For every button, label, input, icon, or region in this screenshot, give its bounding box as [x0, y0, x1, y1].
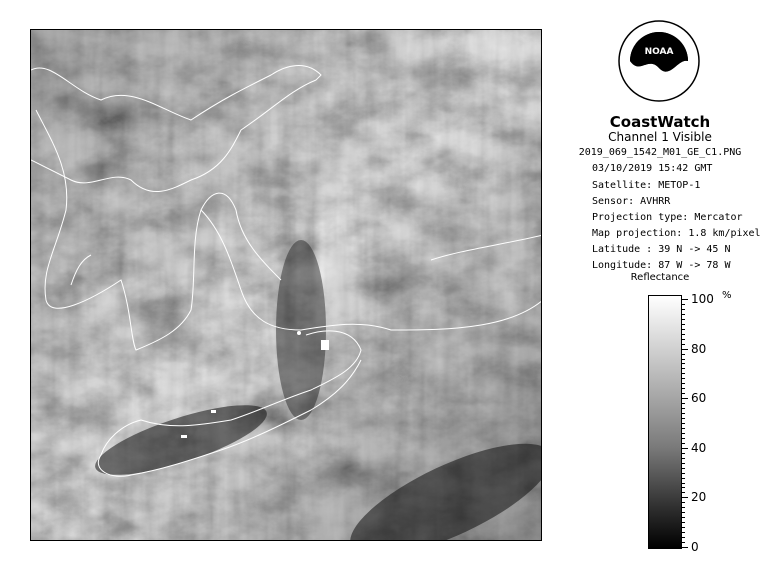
- colorbar-tick: [682, 339, 685, 340]
- colorbar-tick: [682, 438, 685, 439]
- colorbar-tick: [682, 517, 685, 518]
- latitude-label: Latitude : 39 N -> 45 N: [592, 244, 731, 255]
- satellite-image: [30, 29, 542, 541]
- longitude-label: Longitude: 87 W -> 78 W: [592, 260, 731, 271]
- colorbar-tick-label: 0: [691, 540, 699, 554]
- colorbar-tick: [682, 443, 685, 444]
- satellite-image-canvas: [31, 30, 542, 541]
- colorbar-tick: [682, 393, 685, 394]
- colorbar-tick: [682, 423, 685, 424]
- colorbar-tick: [682, 473, 685, 474]
- colorbar-tick: [682, 344, 685, 345]
- colorbar-tick: [682, 359, 685, 360]
- colorbar-tick: [682, 483, 685, 484]
- satellite-label: Satellite: METOP-1: [592, 180, 701, 191]
- sensor-label: Sensor: AVHRR: [592, 196, 671, 207]
- colorbar-tick: [682, 537, 685, 538]
- colorbar-tick: [682, 403, 685, 404]
- colorbar-tick: [682, 319, 685, 320]
- colorbar-tick: [682, 542, 685, 543]
- colorbar-tick: [682, 413, 685, 414]
- colorbar-tick: [682, 349, 688, 350]
- colorbar-tick: [682, 458, 685, 459]
- logo-text: NOAA: [644, 47, 674, 57]
- colorbar-tick: [682, 522, 685, 523]
- colorbar: [648, 295, 682, 549]
- datetime-label: 03/10/2019 15:42 GMT: [592, 163, 713, 174]
- colorbar-tick: [682, 354, 685, 355]
- colorbar-tick: [682, 527, 685, 528]
- colorbar-tick: [682, 463, 685, 464]
- colorbar-tick: [682, 512, 685, 513]
- colorbar-tick: [682, 299, 688, 300]
- snow-patch: [321, 340, 329, 350]
- colorbar-tick-label: 20: [691, 490, 707, 505]
- colorbar-tick: [682, 324, 685, 325]
- noaa-logo-icon: [618, 20, 700, 102]
- colorbar-tick: [682, 314, 685, 315]
- colorbar-unit: %: [722, 290, 732, 301]
- map-projection-label: Map projection: 1.8 km/pixel: [592, 228, 761, 239]
- colorbar-tick-label: 60: [691, 391, 707, 406]
- colorbar-tick: [682, 547, 688, 548]
- colorbar-tick: [682, 502, 685, 503]
- colorbar-tick: [682, 448, 688, 449]
- colorbar-tick: [682, 383, 685, 384]
- colorbar-tick: [682, 368, 685, 369]
- colorbar-tick: [682, 478, 685, 479]
- colorbar-tick: [682, 487, 685, 488]
- colorbar-tick: [682, 468, 685, 469]
- colorbar-tick: [682, 492, 685, 493]
- colorbar-tick: [682, 329, 685, 330]
- colorbar-tick: [682, 532, 685, 533]
- colorbar-tick: [682, 388, 685, 389]
- colorbar-tick: [682, 304, 685, 305]
- colorbar-tick: [682, 373, 685, 374]
- colorbar-tick: [682, 408, 685, 409]
- colorbar-tick-label: 80: [691, 341, 707, 356]
- colorbar-tick: [682, 497, 688, 498]
- colorbar-tick: [682, 398, 688, 399]
- colorbar-tick: [682, 507, 685, 508]
- projection-type-label: Projection type: Mercator: [592, 212, 743, 223]
- colorbar-tick-label: 100: [691, 292, 714, 306]
- colorbar-tick-label: 40: [691, 440, 707, 455]
- brand-title: CoastWatch: [609, 113, 711, 131]
- filename-label: 2019_069_1542_M01_GE_C1.PNG: [578, 147, 742, 158]
- colorbar-tick: [682, 309, 685, 310]
- colorbar-title: Reflectance: [630, 272, 690, 283]
- colorbar-tick: [682, 363, 685, 364]
- colorbar-tick: [682, 433, 685, 434]
- colorbar-tick: [682, 334, 685, 335]
- channel-label: Channel 1 Visible: [608, 130, 712, 144]
- colorbar-tick: [682, 418, 685, 419]
- colorbar-tick: [682, 453, 685, 454]
- colorbar-tick: [682, 428, 685, 429]
- colorbar-tick: [682, 378, 685, 379]
